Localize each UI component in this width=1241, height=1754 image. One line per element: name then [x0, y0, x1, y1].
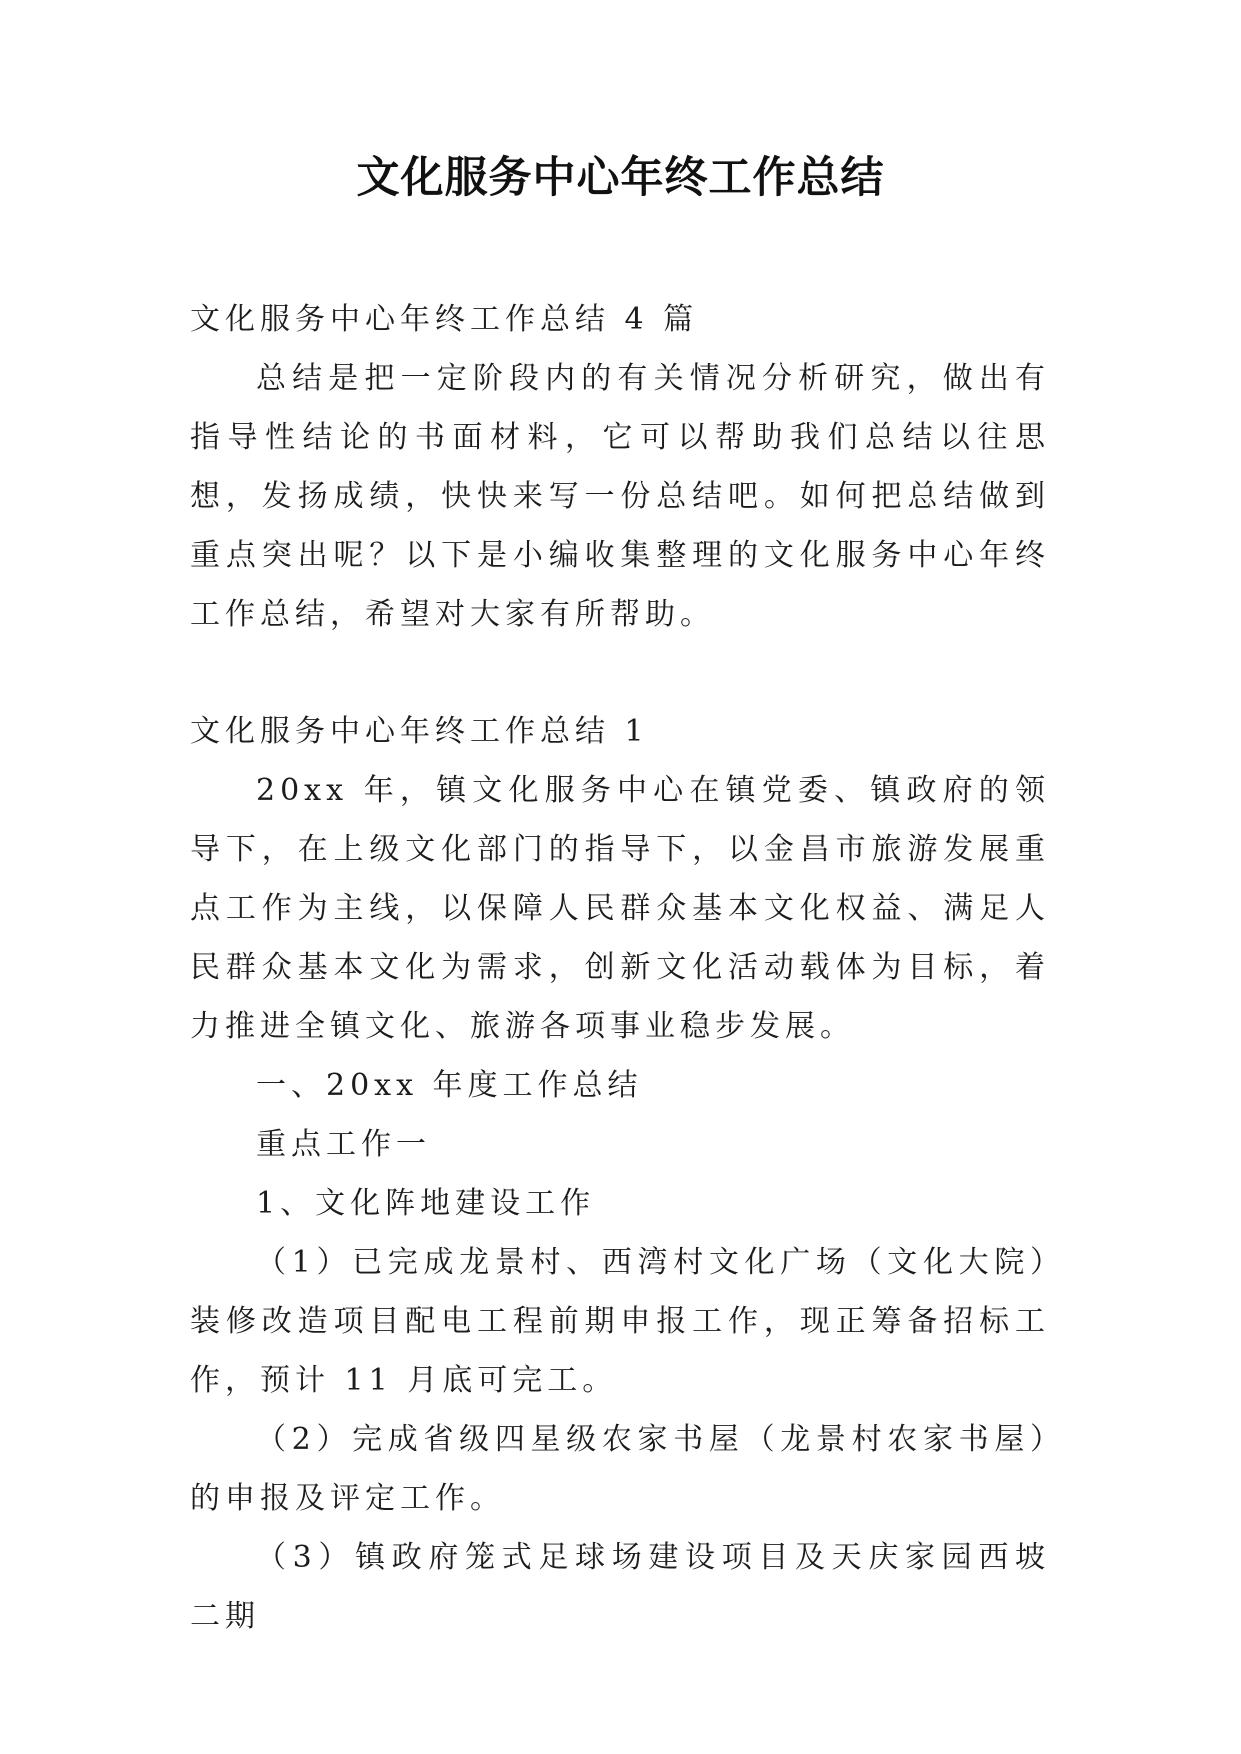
list-item: （1）已完成龙景村、西湾村文化广场（文化大院）装修改造项目配电工程前期申报工作，现正筹备招标工作，预计 11 月底可完工。 [190, 1245, 1050, 1398]
subtitle: 文化服务中心年终工作总结 4 篇 [190, 302, 699, 337]
intro-paragraph: 总结是把一定阶段内的有关情况分析研究，做出有指导性结论的书面材料，它可以帮助我们总结以往思想，发扬成绩，快快来写一份总结吧。如何把总结做到重点突出呢？以下是小编收集整理的文化服务中心年终工作总结，希望对大家有所帮助。 [190, 361, 1050, 632]
part-heading: 一、20xx 年度工作总结 [256, 1068, 643, 1103]
section-paragraph: 20xx 年，镇文化服务中心在镇党委、镇政府的领导下，在上级文化部门的指导下，以金昌市旅游发展重点工作为主线，以保障人民群众基本文化权益、满足人民群众基本文化为需求，创新文化活动载体为目标，着力推进全镇文化、旅游各项事业稳步发展。 [190, 773, 1050, 1044]
list-item: （2）完成省级四星级农家书屋（龙景村农家书屋）的申报及评定工作。 [190, 1422, 1050, 1516]
document-body [190, 290, 1050, 1646]
item-heading: 1、文化阵地建设工作 [256, 1186, 596, 1221]
paragraph-spacer [190, 644, 1050, 702]
list-item: （3）镇政府笼式足球场建设项目及天庆家园西坡二期 [190, 1540, 1050, 1634]
section-heading: 文化服务中心年终工作总结 1 [190, 714, 649, 749]
key-work-heading: 重点工作一 [256, 1127, 431, 1162]
document-title: 文化服务中心年终工作总结 [356, 153, 885, 203]
